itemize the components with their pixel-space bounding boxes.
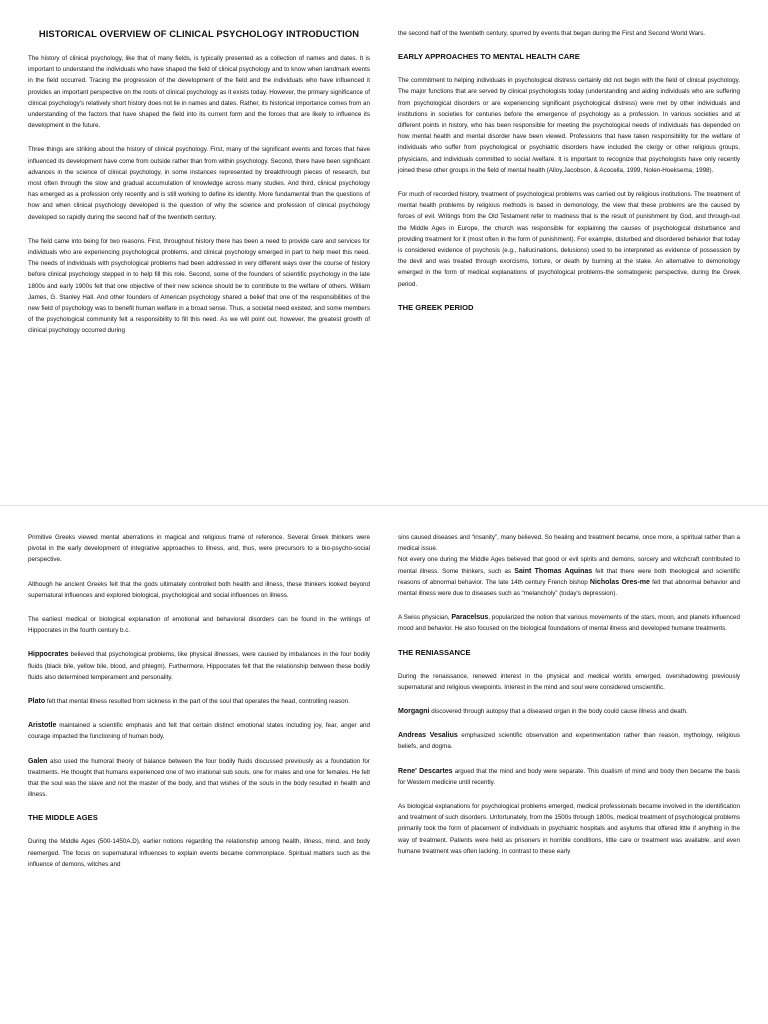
heading-middle-ages: THE MIDDLE AGES xyxy=(28,813,98,823)
document-page-1 xyxy=(0,0,768,500)
middle-ages-continuation: sins caused diseases and “insanity”, many believed. So healing and treatment became, once more, a spiritual rather than a medical issue. xyxy=(398,534,740,553)
plato-paragraph xyxy=(28,696,370,707)
page2-left-column xyxy=(28,532,370,870)
intro-paragraph-3: The field came into being for two reasons. First, throughout history there has been a need to provide care and services for individuals who are experiencing psychological problems, and clinical psychology emerged in part to help meet this need. The needs of individuals with psychological problems had been addressed in very different ways over the course of history before clinical psychology stepped in to help fill this role. Second, some of the founders of scientific psychology in the late 1800s and early 1900s felt that one objective of their new science should be to contribute to the welfare of others. William James, G. Stanley Hall. And other founders of American psychology shared a belief that one of the responsibilities of the new field of psychology was to benefit human welfare in a broad sense. Thus, a societal need existed, and some members of the psychological community felt a responsibility to fill this need. As we will point out, however, the greatest growth of clinical psychology occurred during xyxy=(28,237,370,335)
morgagni-text: discovered through autopsy that a diseased organ in the body could cause illness and death. xyxy=(429,708,688,716)
document-page-2 xyxy=(0,512,768,1024)
heading-early-approaches: EARLY APPROACHES TO MENTAL HEALTH CARE xyxy=(398,52,580,62)
thinkers-text-b: felt that there were both theological and scientific reasons of abnormal behavior. The late 14th century French bishop xyxy=(398,567,740,586)
renaissance-paragraph: During the renaissance, renewed interest in the physical and medical worlds emerged, overshadowing previously supernatural and religious viewpoints. Interest in the mind and soul were considered unscientific. xyxy=(398,672,740,691)
descartes-paragraph xyxy=(398,766,740,788)
plato-text: felt that mental illness resulted from sickness in the part of the soul that operates the head, controlling reason. xyxy=(45,698,350,706)
heading-renaissance: THE RENIASSANCE xyxy=(398,647,471,657)
paracelsus-paragraph xyxy=(398,612,740,634)
galen-paragraph xyxy=(28,756,370,801)
paracelsus-text-b: , popularized the notion that various movements of the stars, moon, and planets influenced mood and behavior. He also focused on the biological foundations of mental illness and developed humane treatments. xyxy=(398,614,740,633)
hippocrates-text: believed that psychological problems, like physical illnesses, were caused by imbalances in the four bodily fluids (black bile, yellow bile, blood, and phlegm). Furthermore, Hippocrates felt that the relationship between these bodily fluids also determined temperament and personality. xyxy=(28,651,370,681)
galen-text: also used the humoral theory of balance between the four bodily fluids discussed previously as a foundation for treatments. He thought that humans experienced one of two irrational sub souls, one for males and one for females. He felt that the soul was the slave and not the master of the body, and that wishes of the souls in the body resulted in health and illness. xyxy=(28,757,370,799)
morgagni-name: Morgagni xyxy=(398,708,430,716)
paracelsus-name: Paracelsus xyxy=(451,614,489,622)
intro-continuation: the second half of the twentieth century, spurred by events that began during the First and Second World Wars. xyxy=(398,30,706,37)
page-title: HISTORICAL OVERVIEW OF CLINICAL PSYCHOLOGY INTRODUCTION xyxy=(38,28,360,39)
page1-left-column xyxy=(28,28,370,350)
early-paragraph-2: For much of recorded history, treatment of psychological problems was carried out by religious institutions. The treatment of mental health problems by religious methods is based in demonology, the view that these problems are the caused by forces of evil. Writings from the Old Testament refer to madness that is the result of punishment by God, and through-out the Middle Ages in Europe, the church was responsible for explaining the causes of psychological disturbance and providing treatment for it (most often in the form of punishment). For example, disturbed and disordered behavior that today is considered evidence of psychosis (e.g., hallucinations, delusions) used to be interpreted as evidence of possession by the devil and was treated through exorcisms, torture, or death by burning at the stake. An alternative to demonology emerged in the form of medical explanations of psychological problems-the somatogenic perspective, during the Greek period. xyxy=(398,191,740,288)
thinkers-paragraph xyxy=(398,554,740,599)
vesalius-text: emphasized scientific observation and experimentation rather than reason, mythology, religious beliefs, and dogma. xyxy=(398,732,740,751)
greek-paragraph-2: Although he ancient Greeks felt that the gods ultimately controlled both health and illness, these thinkers looked beyond supernatural influences and explored biological, psychological and social influences on illness. xyxy=(28,580,370,599)
middle-ages-paragraph: During the Middle Ages (500-1450A.D), earlier notions regarding the relationship among health, illness, mind, and body reemerged. The focus on supernatural influences to explain events became commonplace. Spiritual matters such as the influence of demons, witches and xyxy=(28,838,370,868)
intro-paragraph-1: The history of clinical psychology, like that of many fields, is typically presented as a collection of names and dates. It is important to understand the individuals who have shaped the field of clinical psychology and to know when landmark events in the field occurred. Tracing the progression of the development of the field and the individuals who have influenced it provides an important perspective on the roots of clinical psychology as it exists today. However, the primary significance of clinical psychology's relatively short history does not lie in names and dates. Rather, its historical importance comes from an understanding of the factors that have shaped the field into its current form and the forces that are likely to influence its development in the future. xyxy=(28,55,370,130)
biological-paragraph: As biological explanations for psychological problems emerged, medical professionals became involved in the identification and treatment of such disorders. Unfortunately, from the 1500s through 1800s, medical treatment of psychological problems primarily took the form of placement of individuals in psychiatric hospitals and asylums that offered little if anything in the way of treatment. Patients were held as prisoners in horrible conditions, little care or treatment was available, and even humane treatment was often lacking. In contrast to these early xyxy=(398,803,740,855)
thinkers-text-a: Not every one during the Middle Ages believed that good or evil spirits and demons, sorcery and witchcraft contributed to mental illness. Some thinkers, such as xyxy=(398,556,740,575)
oresme-name: Nicholas Ores-me xyxy=(589,578,650,586)
aquinas-name: Saint Thomas Aquinas xyxy=(514,567,593,575)
aristotle-name: Aristotle xyxy=(28,722,57,730)
hippocrates-paragraph xyxy=(28,649,370,683)
intro-paragraph-2: Three things are striking about the history of clinical psychology. First, many of the significant events and forces that have influenced its development have come from outside rather than from within psychology. Second, there have been significant advances in the science of clinical psychology, in some instances represented by breakthrough pieces of research, but most often through the slow and gradual accumulation of knowledge across many studies. And third, clinical psychology has emerged as a profession only recently and is still working to define its identity. More fundamental than the questions of how and when clinical psychology developed is the question of why the science and profession of clinical psychology developed so rapidly during the second half of the twentieth century. xyxy=(28,146,370,221)
plato-name: Plato xyxy=(28,698,46,706)
galen-name: Galen xyxy=(28,757,48,765)
aristotle-paragraph xyxy=(28,720,370,742)
descartes-name: Rene' Descartes xyxy=(398,767,453,775)
morgagni-paragraph xyxy=(398,706,740,717)
heading-greek-period: THE GREEK PERIOD xyxy=(398,302,474,312)
page1-right-column xyxy=(398,28,740,326)
vesalius-paragraph xyxy=(398,730,740,752)
paracelsus-text-a: A Swiss physician, xyxy=(398,614,452,622)
greek-paragraph-1: Primitive Greeks viewed mental aberrations in magical and religious frame of reference. Several Greek thinkers were pivotal in the early development of integrative approaches to illness, and, thus, were precursors to a bio-psycho-social perspective. xyxy=(28,534,370,564)
early-paragraph-1: The commitment to helping individuals in psychological distress certainly did not begin with the field of clinical psychology. The major functions that are served by clinical psychologists today (understanding and aiding individuals who are suffering from psychological disorders or are experiencing significant psychological distress) were met by other individuals and institutions in societies for centuries before the emergence of psychology as a profession. In various societies and at different points in history, who has been responsible for meeting the psychological needs of individuals has depended on how mental health and mental disorder have been viewed. Professions that have taken responsibility for the welfare of individuals who suffer from psychological or psychiatric disorders have included the clergy or other religious groups, physicians, and individuals committed to social /welfare. It is important to recognize that psychologists have only recently joined these other groups in the field of mental health (Alloy,Jacobson, & Acocella, 1999, Nolen-Hoeksema, 1998). xyxy=(398,77,740,174)
greek-paragraph-3: The earliest medical or biological explanation of emotional and behavioral disorders can be found in the writings of Hippocrates in the fourth century b.c. xyxy=(28,616,370,635)
thinkers-text-c: felt that abnormal behavior and mental illness were due to diseases such as “melancholy” (today's depression). xyxy=(398,578,741,598)
page-divider xyxy=(0,505,768,506)
page2-right-column xyxy=(398,532,740,857)
vesalius-name: Andreas Vesalius xyxy=(398,732,458,740)
hippocrates-name: Hippocrates xyxy=(28,651,69,659)
aristotle-text: maintained a scientific emphasis and felt that certain distinct emotional states including joy, fear, anger and courage impacted the functioning of human body. xyxy=(28,722,370,741)
descartes-text: argued that the mind and body were separate. This dualism of mind and body then became the basis for Western medicine until recently. xyxy=(398,767,740,786)
